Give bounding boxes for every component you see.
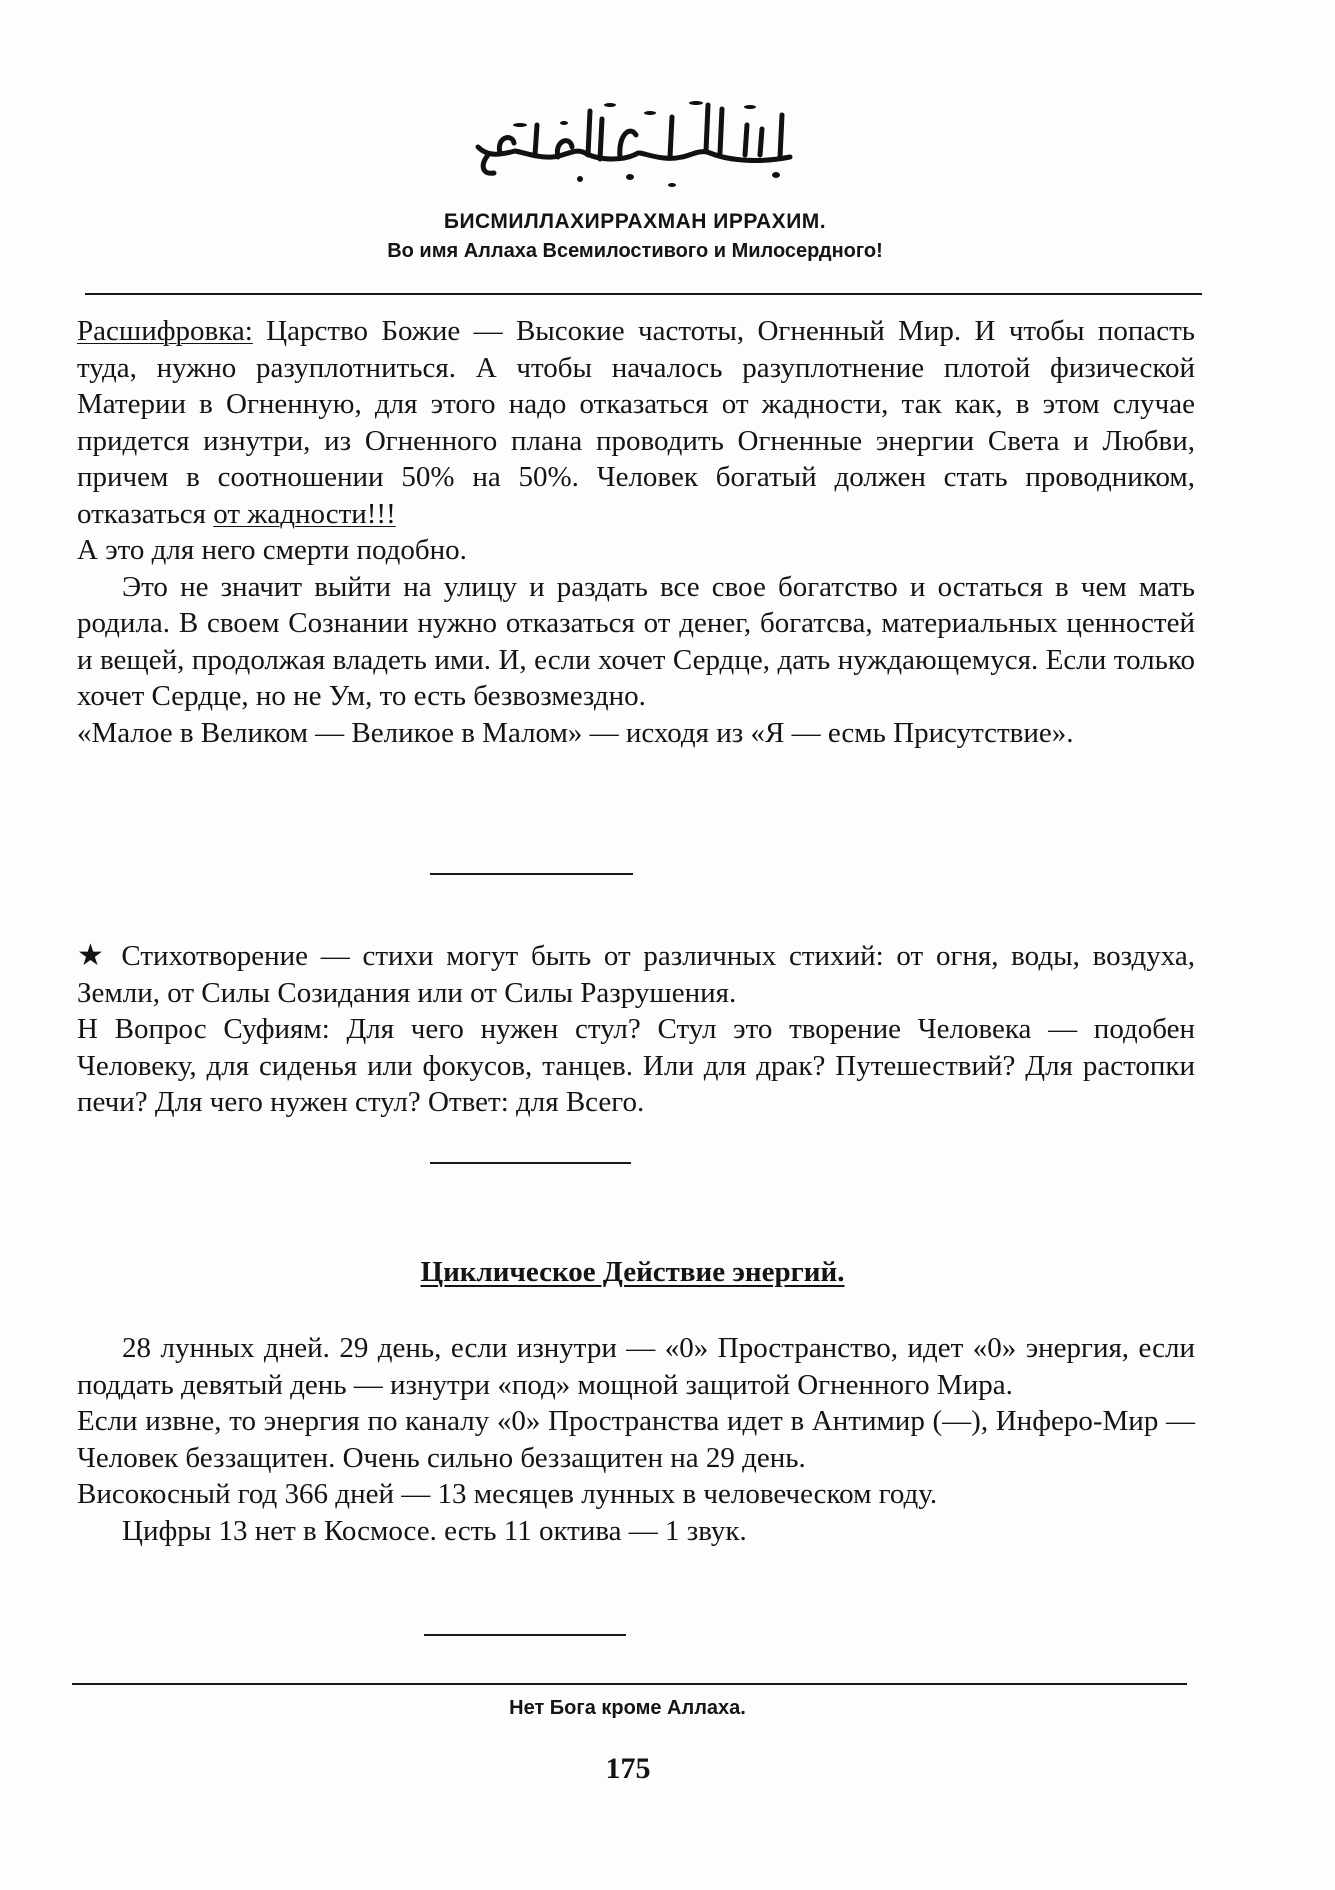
footer-divider [72, 1683, 1187, 1685]
bismillah-calligraphy [460, 95, 815, 195]
header-subtitle: Во имя Аллаха Всемилостивого и Милосердного! [387, 240, 883, 262]
paragraph: Цифры 13 нет в Космосе. есть 11 октива — 1 звук. [122, 1514, 747, 1547]
star-icon: ★ [77, 939, 110, 972]
paragraph: «Малое в Великом — Великое в Малом» — исходя из «Я — есмь Присутствие». [77, 716, 1074, 749]
paragraph: А это для него смерти подобно. [77, 534, 467, 566]
emphasis-underlined: от жадности!!! [213, 497, 396, 530]
page-number: 175 [605, 1752, 651, 1785]
header-title: БИСМИЛЛАХИРРАХМАН ИРРАХИМ. [443, 210, 827, 233]
header-divider [85, 293, 1202, 295]
poetry-section [77, 938, 1195, 1121]
decoding-label: Расшифровка: [77, 315, 253, 347]
paragraph: 28 лунных дней. 29 день, если изнутри — «0» Пространство, идет «0» энергия, если поддать девятый день — изнутри «под» мощной защитой Огненного Мира. [77, 1332, 1195, 1401]
paragraph: Если извне, то энергия по каналу «0» Пространства идет в Антимир (—), Инферо-Мир — Человек беззащитен. Очень сильно беззащитен на 29 день. [77, 1405, 1195, 1474]
section-separator [430, 873, 633, 875]
section-separator [430, 1162, 631, 1164]
paragraph [77, 938, 1195, 1011]
decoding-section [77, 313, 1195, 751]
poetry-text: Стихотворение — стихи могут быть от различных стихий: от огня, воды, воздуха, Земли, от Силы Созидания или от Силы Разрушения. [77, 940, 1195, 1009]
paragraph: Н Вопрос Суфиям: Для чего нужен стул? Стул это творение Человека — подобен Человеку, для сиденья или фокусов, танцев. Или для драк? Путешествий? Для растопки печи? Для чего нужен стул? Ответ: для Всего. [77, 1013, 1195, 1118]
section-heading: Циклическое Действие энергий. [420, 1256, 845, 1288]
energy-cycle-section [77, 1330, 1195, 1549]
paragraph: Високосный год 366 дней — 13 месяцев лунных в человеческом году. [77, 1478, 938, 1510]
paragraph: Это не значит выйти на улицу и раздать все свое богатство и остаться в чем мать родила. В своем Сознании нужно отказаться от денег, богатсва, материальных ценностей и вещей, продолжая владеть ими. И, если хочет Сердце, дать нуждающемуся. Если только хочет Сердце, но не Ум, то есть безвозмездно. [77, 570, 1195, 712]
decoding-paragraph [77, 313, 1195, 532]
section-separator [424, 1634, 626, 1636]
decoding-text: Царство Божие — Высокие частоты, Огненный Мир. И чтобы попасть туда, нужно разуплотниться. А чтобы началось разуплотнение плотой физической Материи в Огненную, для этого надо отказаться от жадности, так как, в этом случае придется изнутри, из Огненного плана проводить Огненные энергии Света и Любви, причем в соотношении 50% на 50%. Человек богатый должен стать проводником, отказаться [77, 315, 1195, 530]
footer-text: Нет Бога кроме Аллаха. [509, 1697, 746, 1719]
